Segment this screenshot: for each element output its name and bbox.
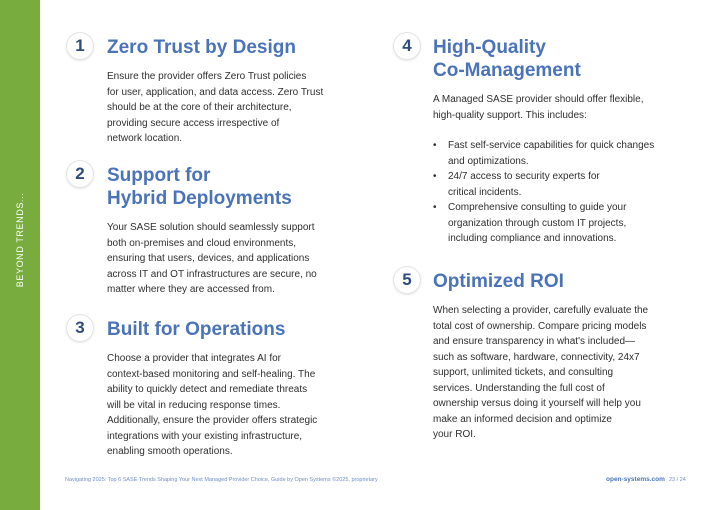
section-number-5: 5 bbox=[394, 267, 420, 293]
sidebar-label: BEYOND TRENDS... bbox=[15, 192, 25, 288]
list-item: • Fast self-service capabilities for quick changes and optimizations. bbox=[433, 138, 654, 169]
section-number-1: 1 bbox=[67, 33, 93, 59]
section-number-2: 2 bbox=[67, 161, 93, 187]
list-item: • 24/7 access to security experts for critical incidents. bbox=[433, 169, 654, 200]
section-title-zero-trust: Zero Trust by Design bbox=[107, 37, 296, 58]
section-number-4: 4 bbox=[394, 33, 420, 59]
sidebar bbox=[0, 0, 40, 510]
section-number-3: 3 bbox=[67, 315, 93, 341]
section-title-operations: Built for Operations bbox=[107, 319, 286, 340]
section-body-co-management: A Managed SASE provider should offer flexible, high-quality support. This includes: bbox=[433, 94, 644, 121]
section-body-zero-trust: Ensure the provider offers Zero Trust policies for user, application, and data access. Zero Trust should be at the core of their architecture, providing secure access irrespective of network location. bbox=[107, 71, 324, 144]
list-item: • Comprehensive consulting to guide your organization through custom IT projects, including compliance and innovations. bbox=[433, 200, 654, 247]
section-body-roi: When selecting a provider, carefully evaluate the total cost of ownership. Compare pricing models and ensure transparency in what's included— such as software, hardware, connectivity, 24x7 support, unlimited tickets, and consulting services. Understanding the full cost of ownership versus doing it yourself will help you make an informed decision and optimize your ROI. bbox=[433, 305, 649, 440]
section-body-operations: Choose a provider that integrates AI for context-based monitoring and self-healing. The ability to quickly detect and remediate threats will be vital in reducing response times. Additionally, ensure the provider offers strategic integrations with your existing infrastructure, enabling smooth operations. bbox=[107, 353, 318, 457]
footer-site-link[interactable]: open-systems.com bbox=[606, 476, 665, 483]
co-management-bullet-list bbox=[433, 138, 654, 247]
section-title-hybrid: Support for Hybrid Deployments bbox=[107, 165, 292, 209]
page-number: 23 / 24 bbox=[669, 477, 686, 483]
section-body-hybrid: Your SASE solution should seamlessly support both on-premises and cloud environments, ensuring that users, devices, and applications across IT and OT infrastructures are secure, no matter where they are accessed from. bbox=[107, 222, 317, 295]
footer-text: Navigating 2025: Top 6 SASE Trends Shaping Your Next Managed Provider Choice, Guide by Open Systems ©2025, proprietary bbox=[65, 477, 378, 483]
section-title-co-management: High-Quality Co-Management bbox=[433, 37, 581, 81]
section-title-roi: Optimized ROI bbox=[433, 271, 564, 292]
